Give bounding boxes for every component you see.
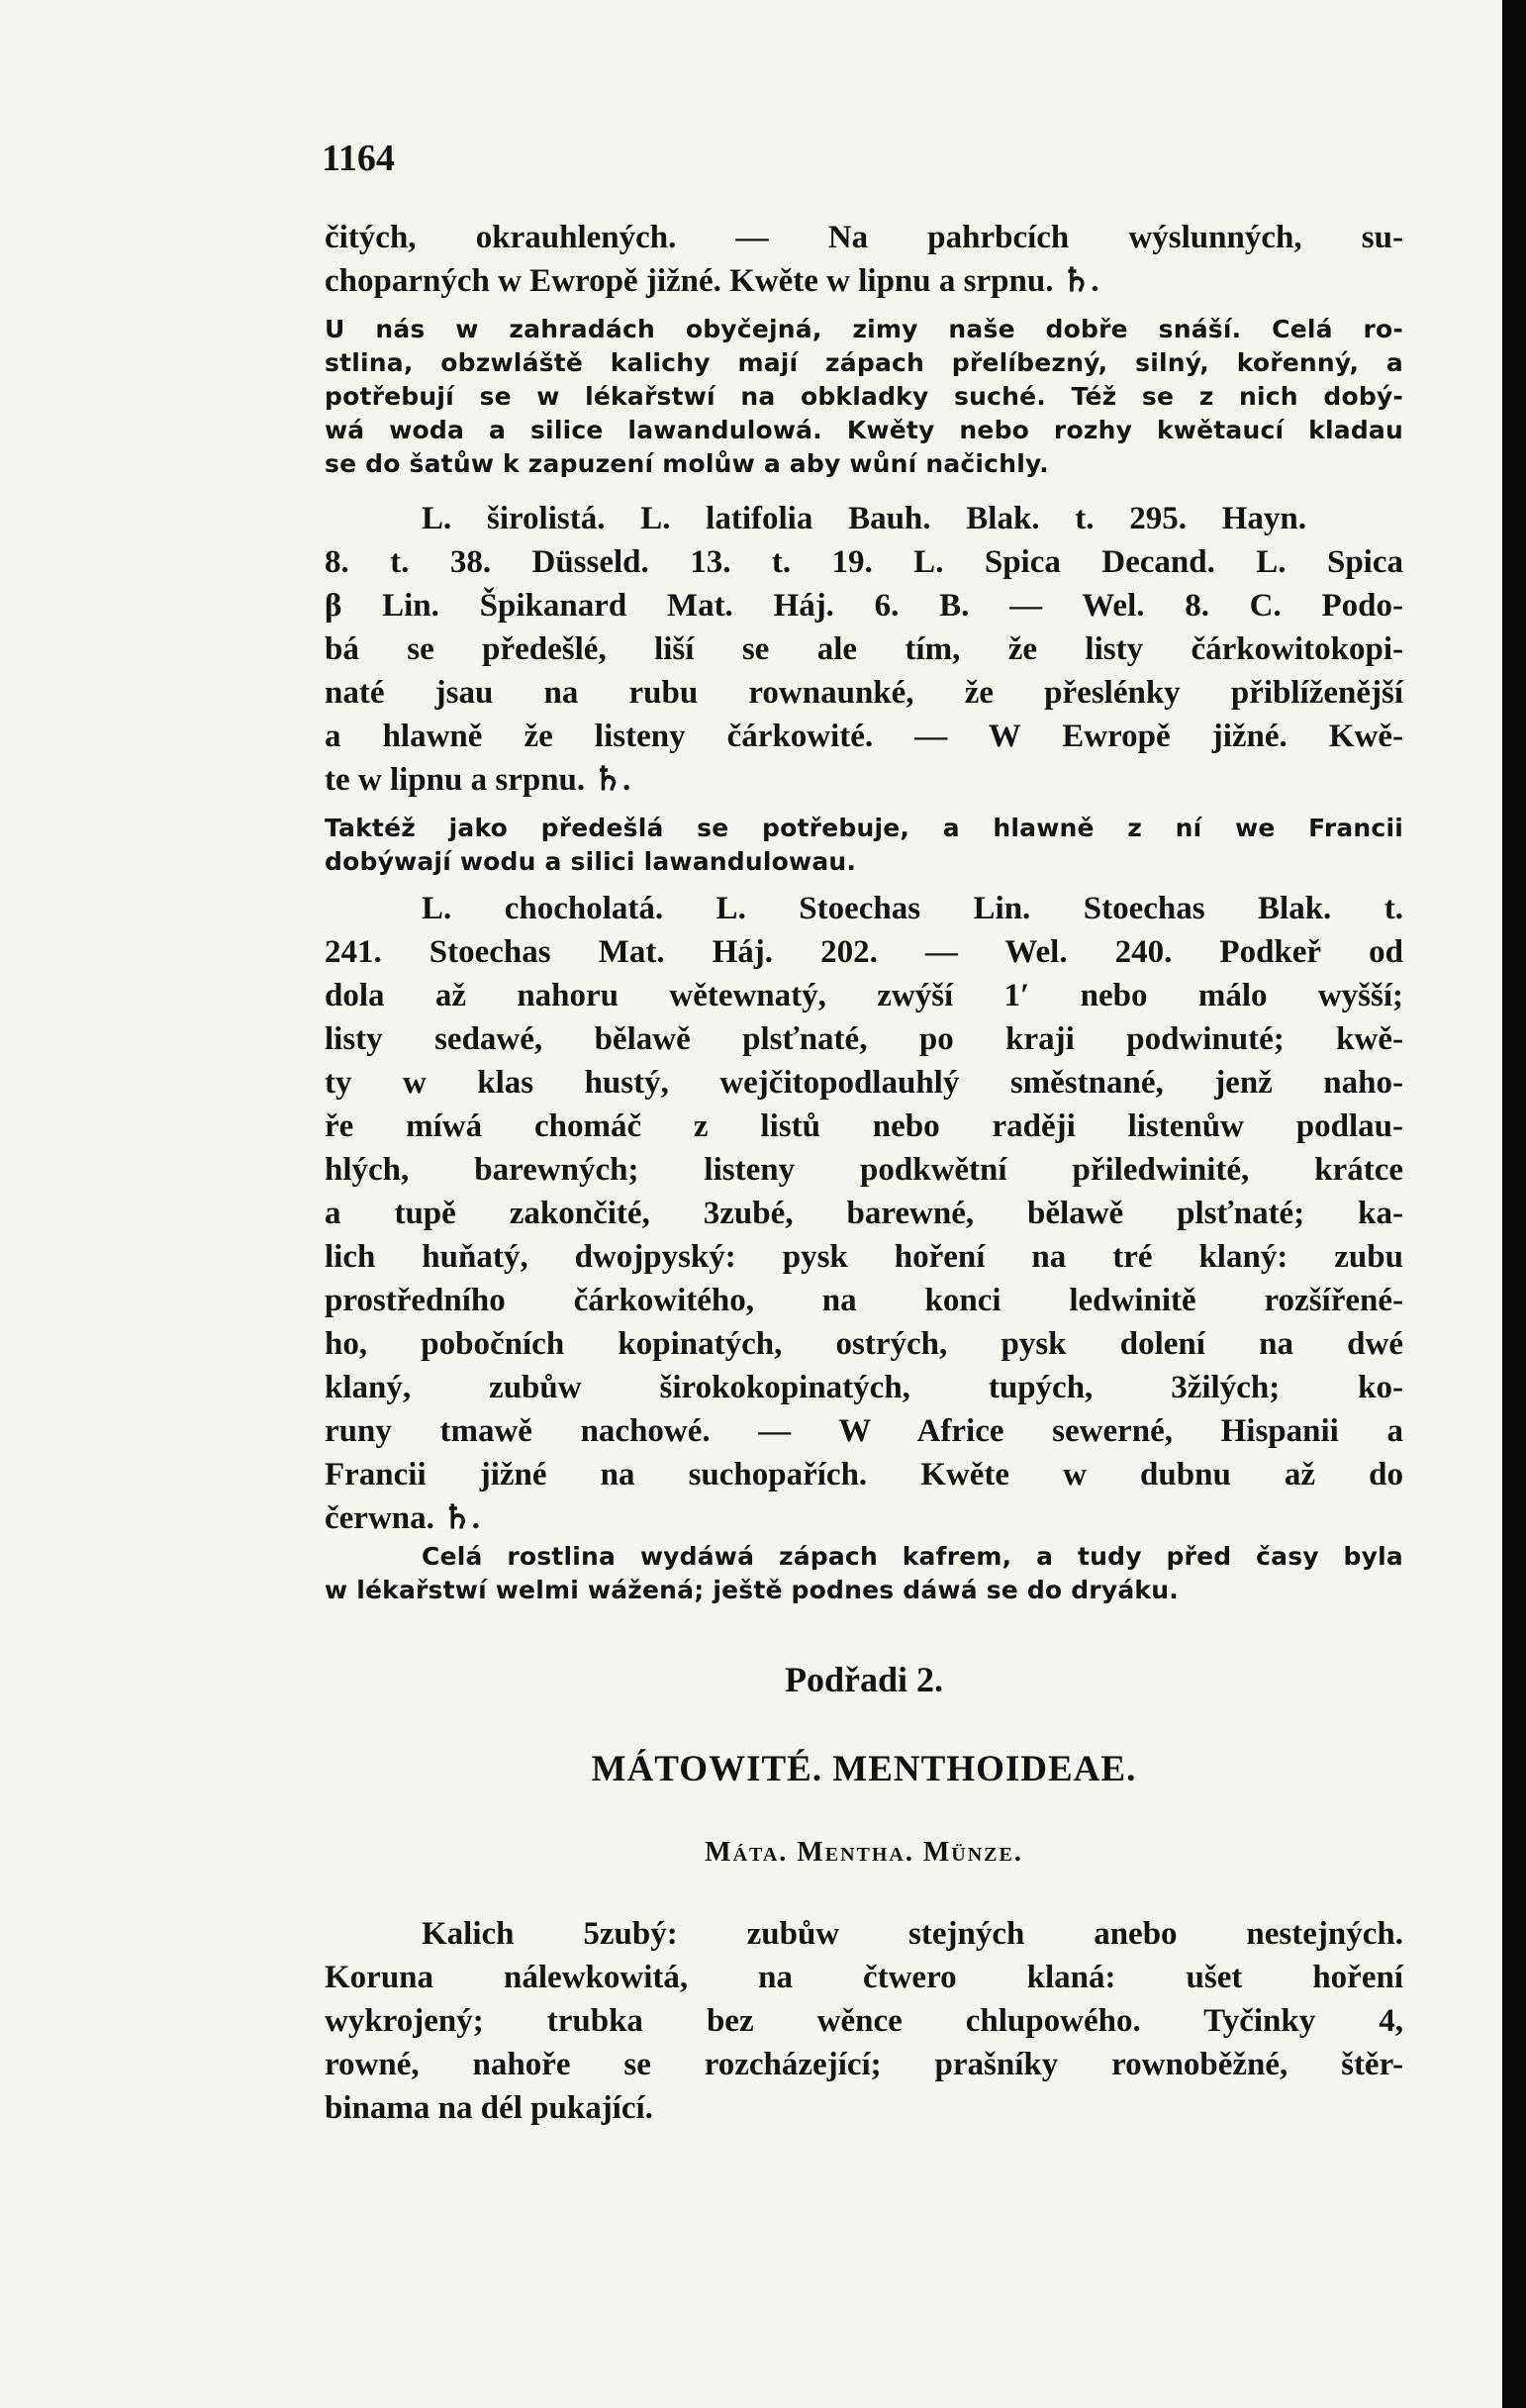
text-line: čitých, okrauhlených. — Na pahrbcích wýslunných, su- — [325, 220, 1403, 255]
note-line: se do šatůw k zapuzení molůw a aby wůní načichly. — [325, 449, 1049, 478]
text-line: lich huňatý, dwojpyský: pysk hoření na tré klaný: zubu — [325, 1239, 1403, 1275]
genus-title: Máta. Mentha. Münze. — [705, 1837, 1023, 1868]
text-line: klaný, zubůw širokokopinatých, tupých, 3žilých; ko- — [325, 1370, 1403, 1405]
text-line: a hlawně že listeny čárkowité. — W Ewropě jižné. Kwě- — [325, 719, 1403, 754]
text-line: wykrojený; trubka bez wěnce chlupowého. Tyčinky 4, — [325, 2003, 1403, 2039]
note-line: Celá rostlina wydáwá zápach kafrem, a tudy před časy byla — [422, 1542, 1403, 1571]
text-line: Koruna nálewkowitá, na čtwero klaná: ušet hoření — [325, 1960, 1403, 1995]
text-line: hlých, barewných; listeny podkwětní přiledwinité, krátce — [325, 1152, 1403, 1188]
note-line: Taktéž jako předešlá se potřebuje, a hlawně z ní we Francii — [325, 814, 1403, 842]
text-line: runy tmawě nachowé. — W Africe sewerné, Hispanii a — [325, 1413, 1403, 1449]
note-line: w lékařstwí welmi wážená; ještě podnes dáwá se do dryáku. — [325, 1576, 1179, 1604]
text-line: binama na dél pukající. — [325, 2090, 653, 2126]
text-line: 241. Stoechas Mat. Háj. 202. — Wel. 240. Podkeř od — [325, 934, 1403, 970]
text-line: ty w klas hustý, wejčitopodlauhlý směstnané, jenž naho- — [325, 1065, 1403, 1101]
text-line: bá se předešlé, liší se ale tím, že listy čárkowitokopi- — [325, 631, 1403, 667]
text-line: 8. t. 38. Düsseld. 13. t. 19. L. Spica Decand. L. Spica — [325, 544, 1403, 580]
text-line: a tupě zakončité, 3zubé, barewné, bělawě plsťnaté; ka- — [325, 1196, 1403, 1231]
text-line: ho, pobočních kopinatých, ostrých, pysk dolení na dwé — [325, 1326, 1403, 1362]
text-line: ře míwá chomáč z listů nebo raději listenůw podlau- — [325, 1108, 1403, 1144]
text-line: rowné, nahoře se rozcházející; prašníky rownoběžné, štěr- — [325, 2047, 1403, 2082]
text-line: naté jsau na rubu rownaunké, že přeslénky přiblíženější — [325, 675, 1403, 711]
text-line: te w lipnu a srpnu. ♄. — [325, 762, 631, 798]
text-line: dola až nahoru wětewnatý, zwýší 1′ nebo málo wyšší; — [325, 978, 1403, 1013]
page-edge-shadow — [1502, 0, 1526, 2408]
text-line: Francii jižné na suchopařích. Kwěte w dubnu až do — [325, 1457, 1403, 1493]
subsection-title: Podřadi 2. — [784, 1660, 943, 1699]
text-line: β Lin. Špikanard Mat. Háj. 6. B. — Wel. 8. C. Podo- — [325, 588, 1403, 624]
text-line: listy sedawé, bělawě plsťnaté, po kraji podwinuté; kwě- — [325, 1021, 1403, 1057]
page-number: 1164 — [322, 138, 395, 179]
family-title: MÁTOWITÉ. MENTHOIDEAE. — [591, 1749, 1137, 1789]
note-line: U nás w zahradách obyčejná, zimy naše dobře snáší. Celá ro- — [325, 315, 1403, 343]
text-line: prostředního čárkowitého, na konci ledwinitě rozšířené- — [325, 1283, 1403, 1318]
text-line: choparných w Ewropě jižné. Kwěte w lipnu a srpnu. ♄. — [325, 263, 1099, 299]
species-heading-line: L. chocholatá. L. Stoechas Lin. Stoechas Blak. t. — [422, 891, 1403, 926]
text-line: čerwna. ♄. — [325, 1500, 480, 1536]
note-line: stlina, obzwláště kalichy mají zápach přelíbezný, silný, kořenný, a — [325, 348, 1403, 377]
note-line: potřebují se w lékařstwí na obkladky suché. Též se z nich dobý- — [325, 382, 1403, 411]
note-line: dobýwají wodu a silici lawandulowau. — [325, 847, 857, 876]
text-line: Kalich 5zubý: zubůw stejných anebo nestejných. — [422, 1916, 1403, 1952]
species-heading-line: L. širolistá. L. latifolia Bauh. Blak. t. 295. Hayn. — [422, 501, 1306, 536]
note-line: wá woda a silice lawandulowá. Kwěty nebo rozhy kwětaucí kladau — [325, 416, 1403, 444]
